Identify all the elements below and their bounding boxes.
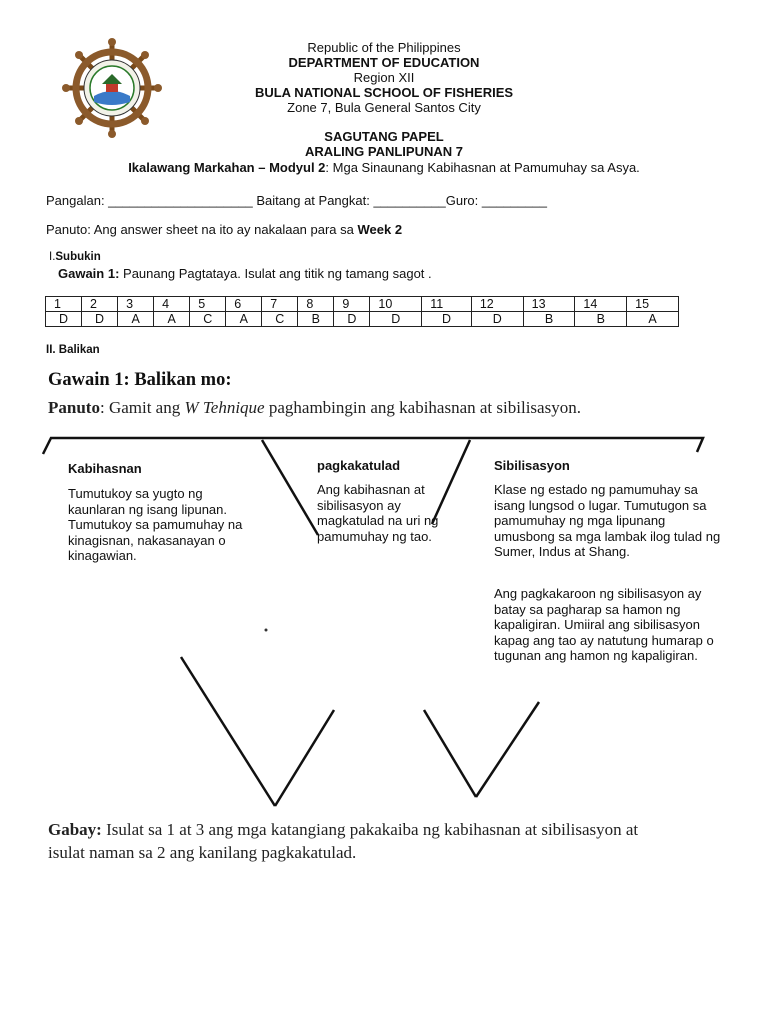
item-answer: D bbox=[82, 312, 118, 327]
header-region: Region XII bbox=[353, 70, 415, 85]
w-right-outer bbox=[476, 702, 539, 797]
w-left-outer bbox=[181, 657, 275, 806]
header-school: BULA NATIONAL SCHOOL OF FISHERIES bbox=[254, 85, 514, 100]
w-left-inner bbox=[275, 710, 334, 806]
header-address: Zone 7, Bula General Santos City bbox=[287, 100, 481, 115]
gabay-text: Isulat sa 1 at 3 ang mga katangiang pakakaiba ng kabihasnan at sibilisasyon at isulat naman sa 2 ang kanilang pagkakatulad. bbox=[48, 820, 639, 862]
sibilisasyon-text-2: Ang pagkakaroon ng sibilisasyon ay batay sa pagharap sa hamon ng kapaligiran. Umiiral ang sibilisasyon kapag ang tao ay natutung humarap o tugunan ang hamon ng kapaligiran. bbox=[494, 586, 714, 663]
item-answer: A bbox=[154, 312, 190, 327]
item-answer: D bbox=[370, 312, 422, 327]
item-number: 9 bbox=[334, 297, 370, 312]
item-number: 12 bbox=[471, 297, 523, 312]
item-number: 15 bbox=[627, 297, 679, 312]
item-number: 2 bbox=[82, 297, 118, 312]
item-answer: A bbox=[226, 312, 262, 327]
w-right-inner bbox=[424, 710, 476, 797]
panuto-label: Panuto bbox=[48, 398, 100, 417]
panuto-post: paghambingin ang kabihasnan at sibilisasyon. bbox=[264, 398, 581, 417]
w-left-arm-upper bbox=[262, 440, 318, 535]
gawain-balikan-title: Gawain 1: Balikan mo: bbox=[48, 370, 232, 390]
header-department: DEPARTMENT OF EDUCATION bbox=[288, 55, 480, 70]
pagkakatulad-text: Ang kabihasnan at sibilisasyon ay magkatulad na uri ng pamumuhay ng tao. bbox=[317, 482, 439, 544]
gawain1-text: Paunang Pagtataya. Isulat ang titik ng tamang sagot . bbox=[119, 266, 432, 281]
item-number: 1 bbox=[46, 297, 82, 312]
item-answer: C bbox=[190, 312, 226, 327]
item-answer: B bbox=[298, 312, 334, 327]
item-answer: D bbox=[334, 312, 370, 327]
student-info-line: Pangalan: ____________________ Baitang at Pangkat: __________Guro: _________ bbox=[46, 193, 547, 208]
section2-heading: II. Balikan bbox=[46, 344, 100, 356]
section1-prefix: I. bbox=[49, 251, 56, 263]
title-subject: ARALING PANLIPUNAN 7 bbox=[305, 144, 463, 159]
item-answer: D bbox=[46, 312, 82, 327]
sibilisasyon-heading: Sibilisasyon bbox=[494, 458, 570, 473]
item-number: 7 bbox=[262, 297, 298, 312]
item-answer: B bbox=[575, 312, 627, 327]
instruction-week: Week 2 bbox=[357, 222, 403, 237]
instruction-text: Panuto: Ang answer sheet na ito ay nakalaan para sa bbox=[46, 222, 358, 237]
item-number: 6 bbox=[226, 297, 262, 312]
sibilisasyon-text-1: Klase ng estado ng pamumuhay sa isang lungsod o lugar. Tumutugon sa pamumuhay ng mga lipunang umusbong sa mga lambak ilog tulad ng Sumer, Indus at Shang. bbox=[494, 482, 721, 559]
item-answer: C bbox=[262, 312, 298, 327]
module-label: Ikalawang Markahan – Modyul 2 bbox=[128, 160, 326, 175]
item-answer: D bbox=[422, 312, 472, 327]
panuto-technique: W Tehnique bbox=[184, 398, 265, 417]
item-answer: D bbox=[471, 312, 523, 327]
item-number: 4 bbox=[154, 297, 190, 312]
w-top-bar bbox=[43, 438, 703, 454]
item-number: 14 bbox=[575, 297, 627, 312]
kabihasnan-text: Tumutukoy sa yugto ng kaunlaran ng isang lipunan. Tumutukoy sa pamumuhay na kinagisnan, nakasanayan o kinagawian. bbox=[68, 486, 243, 563]
item-number: 5 bbox=[190, 297, 226, 312]
gabay-label: Gabay: bbox=[48, 820, 102, 839]
item-answer: A bbox=[627, 312, 679, 327]
section1-title: Subukin bbox=[55, 251, 101, 263]
module-title: : Mga Sinaunang Kabihasnan at Pamumuhay sa Asya. bbox=[325, 160, 640, 175]
item-number: 3 bbox=[118, 297, 154, 312]
item-number: 11 bbox=[422, 297, 472, 312]
item-number: 8 bbox=[298, 297, 334, 312]
item-answer: B bbox=[523, 312, 575, 327]
gabay-note bbox=[48, 818, 648, 864]
panuto-pre: : Gamit ang bbox=[99, 398, 185, 417]
item-number: 13 bbox=[523, 297, 575, 312]
pagkakatulad-heading: pagkakatulad bbox=[317, 458, 401, 473]
title-sagutang-papel: SAGUTANG PAPEL bbox=[324, 129, 444, 144]
kabihasnan-heading: Kabihasnan bbox=[68, 461, 142, 476]
header-republic: Republic of the Philippines bbox=[307, 40, 461, 55]
gawain1-label: Gawain 1: bbox=[58, 266, 120, 281]
item-number: 10 bbox=[370, 297, 422, 312]
item-answer: A bbox=[118, 312, 154, 327]
